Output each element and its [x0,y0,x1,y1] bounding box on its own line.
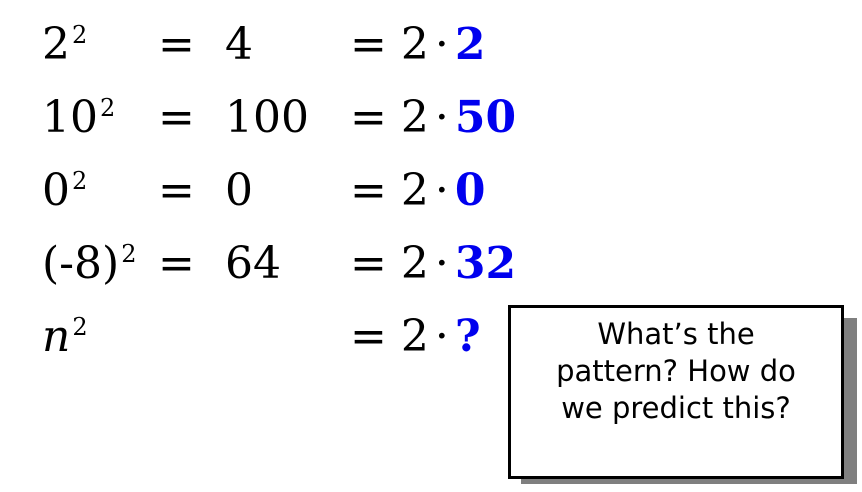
equation-row-1 [0,15,560,75]
row-3-half: 0 [454,165,486,216]
row-2-half: 50 [454,92,517,143]
row-5-dot: · [434,311,449,362]
row-3-value: 0 [225,165,253,216]
row-3-rhs [350,161,486,221]
row-5-exponent: 2 [72,313,88,341]
row-3-dot: · [434,165,449,216]
row-4-value: 64 [225,238,281,289]
row-1-exponent: 2 [72,21,88,49]
row-2-value: 100 [225,92,309,143]
row-2-dot: · [434,92,449,143]
equation-row-4 [0,234,560,294]
row-4-base: $(-8)^2$ [42,238,137,289]
row-4-exponent: 2 [121,240,137,268]
row-4-equals: = [158,238,195,289]
row-1-equals: = [158,19,195,70]
row-3-exponent: 2 [72,167,88,195]
row-3-factor: 2 [400,165,429,216]
row-2-rhs-equals: = [350,92,387,143]
row-5-factor: 2 [400,311,429,362]
row-1-half: 2 [454,19,486,70]
equation-row-3 [0,161,560,221]
row-5-rhs-equals: = [350,311,387,362]
equation-row-2 [0,88,560,148]
row-1-dot: · [434,19,449,70]
row-2-rhs [350,88,516,148]
row-4-rhs [350,234,516,294]
equation-row-5 [0,307,560,367]
row-3-equals: = [158,165,195,216]
row-1-factor: 2 [400,19,429,70]
row-1-base: $2^2$ [42,19,88,70]
row-1-rhs-equals: = [350,19,387,70]
row-4-rhs-equals: = [350,238,387,289]
row-3-rhs-equals: = [350,165,387,216]
row-1-rhs [350,15,486,75]
row-1-value: 4 [225,19,253,70]
callout-box [508,305,844,479]
callout-line-3: we predict this? [561,391,791,425]
row-5-rhs [350,307,481,367]
row-2-equals: = [158,92,195,143]
callout-line-1: What’s the [597,317,755,351]
row-2-exponent: 2 [100,94,116,122]
row-3-base: $0^2$ [42,165,88,216]
callout-line-2: pattern? How do [556,354,796,388]
row-2-base: $10^2$ [42,92,116,143]
row-4-half: 32 [454,238,517,289]
row-4-factor: 2 [400,238,429,289]
row-2-factor: 2 [400,92,429,143]
row-5-base: $n^2$ [42,311,88,362]
row-4-dot: · [434,238,449,289]
row-5-question-mark: ? [454,311,481,362]
